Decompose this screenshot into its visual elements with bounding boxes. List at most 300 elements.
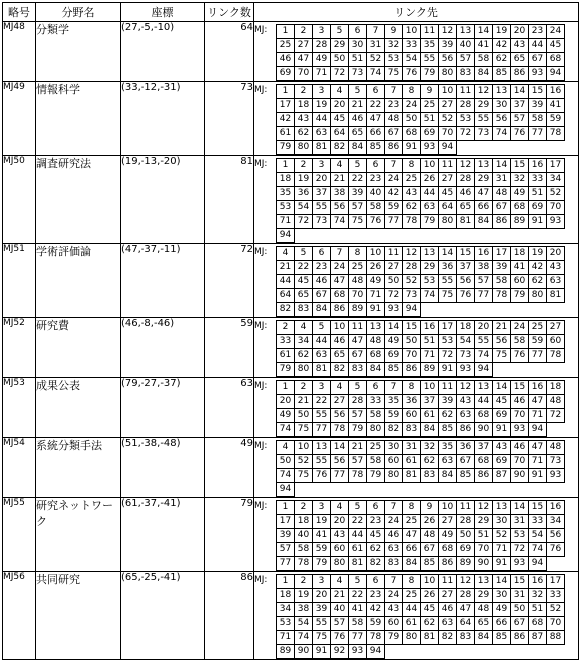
link-prefix: MJ:	[254, 501, 268, 511]
link-number: 83	[457, 631, 475, 645]
link-number: 56	[457, 275, 475, 289]
link-number: 71	[277, 631, 295, 645]
link-number: 57	[349, 201, 367, 215]
link-targets	[254, 318, 578, 377]
link-number: 86	[457, 423, 475, 437]
link-number: 43	[331, 529, 349, 543]
link-number: 45	[295, 275, 313, 289]
link-number: 19	[295, 589, 313, 603]
link-number: 31	[511, 589, 529, 603]
link-number: 18	[277, 173, 295, 187]
link-number: 40	[457, 39, 475, 53]
link-number: 27	[547, 321, 565, 335]
link-number: 42	[385, 187, 403, 201]
link-number: 47	[331, 275, 349, 289]
link-number: 75	[439, 289, 457, 303]
link-number: 6	[367, 501, 385, 515]
link-number: 8	[403, 501, 421, 515]
link-number: 48	[475, 603, 493, 617]
link-number: 2	[295, 85, 313, 99]
link-number: 36	[403, 395, 421, 409]
link-prefix: MJ:	[254, 321, 268, 331]
link-number: 90	[295, 645, 313, 659]
link-number: 41	[349, 603, 367, 617]
link-number: 5	[295, 247, 313, 261]
link-number: 52	[439, 113, 457, 127]
link-number: 37	[475, 441, 493, 455]
link-targets	[254, 244, 578, 317]
link-number: 6	[367, 381, 385, 395]
link-number: 1	[277, 575, 295, 589]
link-number: 34	[277, 603, 295, 617]
link-count: 59	[205, 318, 254, 378]
link-count: 72	[205, 244, 254, 318]
link-number: 62	[295, 349, 313, 363]
link-number: 53	[439, 335, 457, 349]
link-number: 71	[313, 67, 331, 81]
link-number: 22	[295, 261, 313, 275]
link-number: 13	[313, 441, 331, 455]
link-number: 60	[403, 409, 421, 423]
link-number: 9	[421, 501, 439, 515]
link-number: 21	[493, 321, 511, 335]
link-number: 24	[511, 321, 529, 335]
link-number: 26	[367, 261, 385, 275]
link-number: 79	[313, 557, 331, 571]
link-number: 14	[385, 321, 403, 335]
link-number: 41	[313, 529, 331, 543]
link-number: 85	[457, 469, 475, 483]
field-name: 研究ネットワーク	[36, 498, 121, 572]
link-number: 65	[295, 289, 313, 303]
link-number: 62	[439, 409, 457, 423]
link-number: 75	[493, 349, 511, 363]
link-targets-cell	[254, 82, 579, 156]
link-number: 61	[421, 409, 439, 423]
link-number: 81	[547, 289, 565, 303]
link-number: 52	[367, 53, 385, 67]
link-number: 42	[367, 603, 385, 617]
link-number: 93	[349, 645, 367, 659]
link-number: 3	[313, 575, 331, 589]
link-number: 52	[547, 603, 565, 617]
link-number: 57	[277, 543, 295, 557]
link-number: 4	[331, 381, 349, 395]
link-number: 18	[547, 381, 565, 395]
link-number: 68	[529, 617, 547, 631]
link-number: 74	[475, 349, 493, 363]
link-number: 68	[547, 53, 565, 67]
link-number: 25	[349, 261, 367, 275]
link-number: 74	[277, 423, 295, 437]
link-number: 35	[439, 441, 457, 455]
link-number: 30	[493, 515, 511, 529]
link-number: 46	[277, 53, 295, 67]
link-number: 62	[295, 127, 313, 141]
link-number-grid	[276, 440, 565, 497]
link-number: 72	[547, 409, 565, 423]
link-number: 72	[439, 349, 457, 363]
link-number: 76	[511, 127, 529, 141]
link-number: 61	[349, 543, 367, 557]
link-number: 48	[547, 395, 565, 409]
field-name: 調査研究法	[36, 156, 121, 244]
link-number: 78	[295, 557, 313, 571]
link-number: 34	[295, 335, 313, 349]
link-number: 94	[529, 423, 547, 437]
link-number: 85	[493, 67, 511, 81]
link-number: 83	[421, 469, 439, 483]
link-number: 12	[403, 247, 421, 261]
link-number: 22	[313, 395, 331, 409]
link-number: 5	[349, 575, 367, 589]
link-number: 84	[475, 631, 493, 645]
link-number: 62	[367, 543, 385, 557]
link-number: 82	[367, 557, 385, 571]
link-number: 35	[277, 187, 295, 201]
header-links: リンク先	[254, 3, 579, 22]
link-number: 28	[457, 515, 475, 529]
link-number: 67	[493, 201, 511, 215]
link-number: 63	[439, 617, 457, 631]
link-number: 86	[331, 303, 349, 317]
link-number: 75	[385, 67, 403, 81]
link-number: 93	[385, 303, 403, 317]
link-number: 25	[367, 441, 385, 455]
link-number: 71	[421, 349, 439, 363]
link-count: 86	[205, 572, 254, 660]
link-number: 50	[403, 113, 421, 127]
link-number: 58	[367, 409, 385, 423]
link-number: 82	[331, 363, 349, 377]
link-number: 3	[313, 159, 331, 173]
link-number: 69	[421, 127, 439, 141]
link-number: 93	[511, 423, 529, 437]
link-number: 26	[421, 173, 439, 187]
field-name: 共同研究	[36, 572, 121, 660]
link-number: 19	[529, 247, 547, 261]
link-number: 62	[421, 455, 439, 469]
link-number: 10	[421, 575, 439, 589]
link-count: 49	[205, 438, 254, 498]
link-number: 47	[349, 335, 367, 349]
link-number: 78	[403, 215, 421, 229]
link-number: 59	[547, 113, 565, 127]
link-number: 18	[277, 589, 295, 603]
link-number-grid	[276, 84, 565, 155]
link-number: 74	[367, 67, 385, 81]
link-number: 27	[439, 99, 457, 113]
table-row	[3, 156, 579, 244]
link-number: 94	[547, 67, 565, 81]
link-targets	[254, 82, 578, 155]
link-prefix: MJ:	[254, 247, 268, 257]
link-number: 26	[421, 589, 439, 603]
link-number: 43	[295, 113, 313, 127]
link-number: 62	[529, 275, 547, 289]
link-number: 66	[493, 617, 511, 631]
field-name: 分類学	[36, 22, 121, 82]
link-number: 59	[529, 335, 547, 349]
link-number: 86	[403, 363, 421, 377]
link-number: 11	[439, 381, 457, 395]
link-number: 45	[367, 529, 385, 543]
link-number: 28	[457, 99, 475, 113]
link-number: 70	[547, 617, 565, 631]
link-number: 49	[277, 409, 295, 423]
link-number: 18	[295, 515, 313, 529]
link-number: 89	[277, 645, 295, 659]
link-number: 71	[367, 289, 385, 303]
link-number: 80	[403, 631, 421, 645]
link-number: 44	[403, 603, 421, 617]
link-targets-cell	[254, 572, 579, 660]
link-number: 79	[511, 289, 529, 303]
link-number: 41	[547, 99, 565, 113]
link-number: 60	[511, 275, 529, 289]
link-number: 58	[511, 335, 529, 349]
link-number: 45	[331, 113, 349, 127]
link-number: 62	[421, 617, 439, 631]
link-number: 79	[421, 215, 439, 229]
link-number: 70	[511, 409, 529, 423]
link-number: 49	[313, 53, 331, 67]
link-number: 30	[493, 99, 511, 113]
link-number: 69	[277, 67, 295, 81]
link-number: 4	[331, 575, 349, 589]
link-number: 78	[331, 423, 349, 437]
link-number: 63	[313, 349, 331, 363]
link-number: 8	[349, 247, 367, 261]
link-number: 14	[511, 85, 529, 99]
link-number: 37	[457, 261, 475, 275]
link-number: 17	[439, 321, 457, 335]
link-number: 73	[349, 67, 367, 81]
link-number: 76	[403, 67, 421, 81]
link-number: 37	[511, 99, 529, 113]
link-number: 46	[511, 395, 529, 409]
link-number: 44	[313, 113, 331, 127]
link-number: 94	[439, 141, 457, 155]
link-number: 3	[313, 25, 331, 39]
link-number: 22	[349, 589, 367, 603]
link-number: 91	[367, 303, 385, 317]
link-number: 85	[385, 363, 403, 377]
link-number: 58	[295, 543, 313, 557]
field-name: 系統分類手法	[36, 438, 121, 498]
link-number: 93	[511, 557, 529, 571]
link-targets	[254, 498, 578, 571]
link-number: 14	[475, 25, 493, 39]
link-number: 83	[457, 67, 475, 81]
link-number: 54	[295, 201, 313, 215]
link-number: 21	[331, 173, 349, 187]
link-number: 77	[475, 289, 493, 303]
link-number: 16	[529, 575, 547, 589]
link-number: 30	[385, 441, 403, 455]
link-number: 66	[367, 127, 385, 141]
link-number: 77	[529, 349, 547, 363]
link-targets	[254, 22, 578, 81]
link-number: 36	[295, 187, 313, 201]
field-code: MJ56	[3, 572, 36, 660]
link-number: 14	[493, 381, 511, 395]
link-number: 46	[331, 335, 349, 349]
link-number: 16	[529, 381, 547, 395]
link-number: 21	[349, 441, 367, 455]
link-number: 6	[313, 247, 331, 261]
link-number: 17	[493, 247, 511, 261]
link-number: 56	[331, 455, 349, 469]
link-number: 67	[313, 289, 331, 303]
link-number: 20	[313, 589, 331, 603]
link-number: 87	[529, 631, 547, 645]
link-number: 53	[421, 275, 439, 289]
link-number: 71	[493, 543, 511, 557]
link-number: 2	[295, 159, 313, 173]
link-number: 79	[277, 141, 295, 155]
link-number: 10	[439, 85, 457, 99]
link-number: 33	[529, 173, 547, 187]
link-number: 60	[385, 617, 403, 631]
link-number: 49	[385, 335, 403, 349]
link-number: 53	[511, 529, 529, 543]
link-number: 55	[313, 409, 331, 423]
link-number: 23	[313, 261, 331, 275]
link-number: 82	[439, 631, 457, 645]
field-code: MJ52	[3, 318, 36, 378]
link-number: 68	[367, 349, 385, 363]
link-number: 6	[349, 25, 367, 39]
link-number: 55	[313, 201, 331, 215]
link-number: 11	[439, 159, 457, 173]
link-number: 73	[547, 455, 565, 469]
link-number: 51	[475, 529, 493, 543]
link-number: 91	[493, 423, 511, 437]
link-number: 27	[295, 39, 313, 53]
link-number: 50	[331, 53, 349, 67]
link-number: 56	[331, 201, 349, 215]
link-number: 54	[529, 529, 547, 543]
field-coords: (27,-5,-10)	[121, 22, 205, 82]
link-number: 64	[277, 289, 295, 303]
link-number: 27	[385, 261, 403, 275]
field-name: 成果公表	[36, 378, 121, 438]
link-number: 55	[313, 455, 331, 469]
link-prefix: MJ:	[254, 381, 268, 391]
link-number: 63	[439, 455, 457, 469]
link-number: 29	[475, 173, 493, 187]
link-number: 75	[313, 631, 331, 645]
link-number: 15	[457, 247, 475, 261]
link-number: 64	[439, 201, 457, 215]
link-number: 39	[277, 529, 295, 543]
link-number: 14	[493, 575, 511, 589]
link-number: 76	[313, 469, 331, 483]
link-number: 63	[421, 201, 439, 215]
link-number: 7	[385, 501, 403, 515]
link-number: 10	[403, 25, 421, 39]
link-number: 76	[511, 349, 529, 363]
table-row	[3, 244, 579, 318]
link-number: 5	[313, 321, 331, 335]
link-number: 10	[331, 321, 349, 335]
link-targets	[254, 572, 578, 659]
link-number: 12	[457, 575, 475, 589]
link-number: 65	[349, 127, 367, 141]
link-number: 94	[277, 229, 295, 243]
link-number-grid	[276, 320, 565, 377]
link-number: 69	[457, 543, 475, 557]
link-number: 11	[349, 321, 367, 335]
link-number: 48	[349, 275, 367, 289]
link-number: 80	[295, 141, 313, 155]
link-number-grid	[276, 158, 565, 243]
link-number: 20	[277, 395, 295, 409]
link-number: 5	[331, 25, 349, 39]
link-number: 23	[529, 25, 547, 39]
link-number: 19	[295, 173, 313, 187]
link-number: 52	[295, 455, 313, 469]
link-number: 75	[349, 215, 367, 229]
link-number: 7	[385, 159, 403, 173]
link-number-grid	[276, 246, 565, 317]
link-number: 70	[403, 349, 421, 363]
link-number: 5	[349, 501, 367, 515]
link-number: 20	[547, 247, 565, 261]
link-number: 75	[295, 423, 313, 437]
link-number: 63	[457, 409, 475, 423]
link-number: 20	[475, 321, 493, 335]
link-number: 82	[385, 423, 403, 437]
field-code: MJ53	[3, 378, 36, 438]
link-number: 83	[295, 303, 313, 317]
link-number: 90	[511, 469, 529, 483]
link-count: 81	[205, 156, 254, 244]
field-coords: (65,-25,-41)	[121, 572, 205, 660]
link-number: 14	[493, 159, 511, 173]
link-number: 34	[547, 173, 565, 187]
link-number: 47	[475, 187, 493, 201]
link-number: 22	[349, 515, 367, 529]
link-number: 44	[349, 529, 367, 543]
link-targets-cell	[254, 244, 579, 318]
link-number: 4	[331, 501, 349, 515]
link-number: 17	[277, 515, 295, 529]
link-number: 83	[403, 423, 421, 437]
link-number: 59	[367, 617, 385, 631]
link-number: 84	[439, 469, 457, 483]
link-number: 26	[421, 515, 439, 529]
link-number: 84	[349, 141, 367, 155]
link-number: 51	[421, 335, 439, 349]
link-number: 72	[385, 289, 403, 303]
link-number: 29	[475, 589, 493, 603]
link-number: 12	[457, 381, 475, 395]
link-number: 10	[367, 247, 385, 261]
link-number: 43	[547, 261, 565, 275]
link-number: 28	[403, 261, 421, 275]
link-number: 37	[313, 187, 331, 201]
field-name: 情報科学	[36, 82, 121, 156]
link-number: 24	[385, 589, 403, 603]
link-number: 46	[439, 603, 457, 617]
link-number: 80	[439, 67, 457, 81]
link-number: 28	[457, 173, 475, 187]
link-number: 68	[475, 409, 493, 423]
link-number: 75	[295, 469, 313, 483]
link-number: 52	[493, 529, 511, 543]
